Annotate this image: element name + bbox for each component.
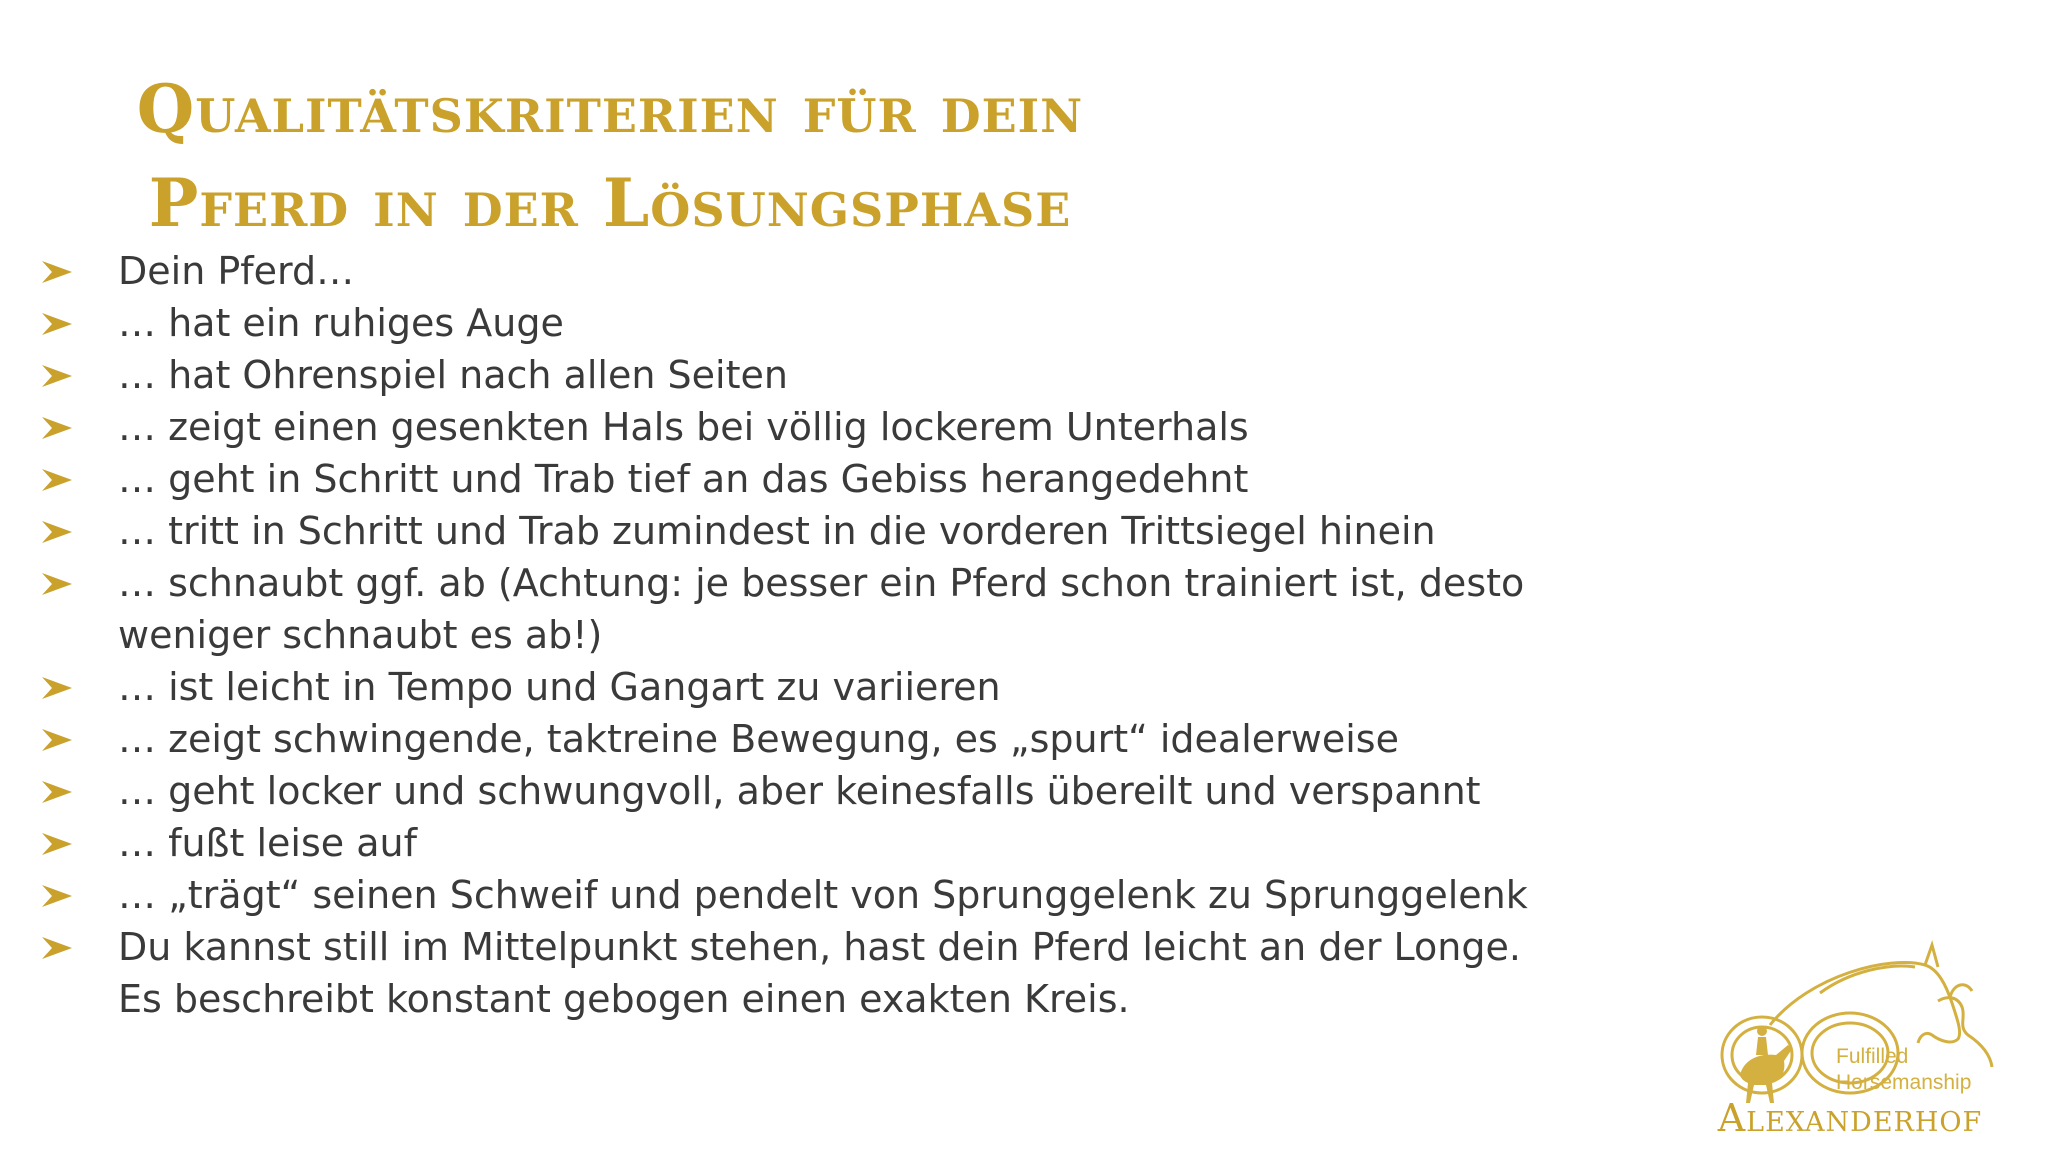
arrowhead-icon [40,519,74,545]
arrowhead-icon [40,363,74,389]
criteria-item-text: Dein Pferd… [118,249,355,293]
arrowhead-icon [40,883,74,909]
title-line-2: Pferd in der Lösungsphase [148,164,1072,242]
arrowhead-icon [40,727,74,753]
criteria-item-text: … „trägt“ seinen Schweif und pendelt von Sprunggelenk zu Sprunggelenk [118,873,1528,917]
criteria-item-text: Es beschreibt konstant gebogen einen exakten Kreis. [118,977,1130,1021]
arrowhead-icon [40,311,74,337]
criteria-item-text: … zeigt schwingende, taktreine Bewegung, es „spurt“ idealerweise [118,717,1399,761]
title-line-1: Qualitätskriterien für dein [136,70,1084,148]
arrowhead-icon [40,779,74,805]
criteria-item-text: … schnaubt ggf. ab (Achtung: je besser ein Pferd schon trainiert ist, desto [118,561,1525,605]
arrowhead-icon [40,935,74,961]
arrowhead-icon [40,259,74,285]
logo-tagline-line-1: Fulfilled [1836,1045,1909,1068]
criteria-item [40,245,1600,297]
criteria-item [40,817,1600,869]
arrowhead-icon [40,675,74,701]
logo-tagline [1836,1044,1971,1096]
criteria-item-text: … tritt in Schritt und Trab zumindest in die vorderen Trittsiegel hinein [118,509,1436,553]
criteria-list [40,245,1600,1025]
criteria-item [40,557,1600,661]
arrowhead-icon [40,415,74,441]
criteria-item [40,921,1600,1025]
criteria-item-text: … hat ein ruhiges Auge [118,301,564,345]
criteria-item [40,661,1600,713]
criteria-item-text: … geht locker und schwungvoll, aber keinesfalls übereilt und verspannt [118,769,1481,813]
criteria-item-text: Du kannst still im Mittelpunkt stehen, hast dein Pferd leicht an der Longe. [118,925,1521,969]
criteria-item-text: … hat Ohrenspiel nach allen Seiten [118,353,788,397]
arrowhead-icon [40,571,74,597]
criteria-item [40,869,1600,921]
criteria-item [40,505,1600,557]
logo-name: Alexanderhof [1717,1096,1983,1140]
arrowhead-icon [40,831,74,857]
criteria-item [40,713,1600,765]
arrowhead-icon [40,467,74,493]
criteria-item [40,401,1600,453]
logo-tagline-line-2: Horsemanship [1836,1071,1972,1094]
criteria-item [40,453,1600,505]
criteria-item [40,349,1600,401]
criteria-item [40,297,1600,349]
criteria-item-text: … fußt leise auf [118,821,417,865]
criteria-item-text: … ist leicht in Tempo und Gangart zu variieren [118,665,1001,709]
criteria-item-text: … geht in Schritt und Trab tief an das Gebiss herangedehnt [118,457,1249,501]
criteria-item-text: weniger schnaubt es ab!) [118,613,603,657]
criteria-item-text: … zeigt einen gesenkten Hals bei völlig lockerem Unterhals [118,405,1249,449]
criteria-item [40,765,1600,817]
slide-title [0,62,1220,250]
